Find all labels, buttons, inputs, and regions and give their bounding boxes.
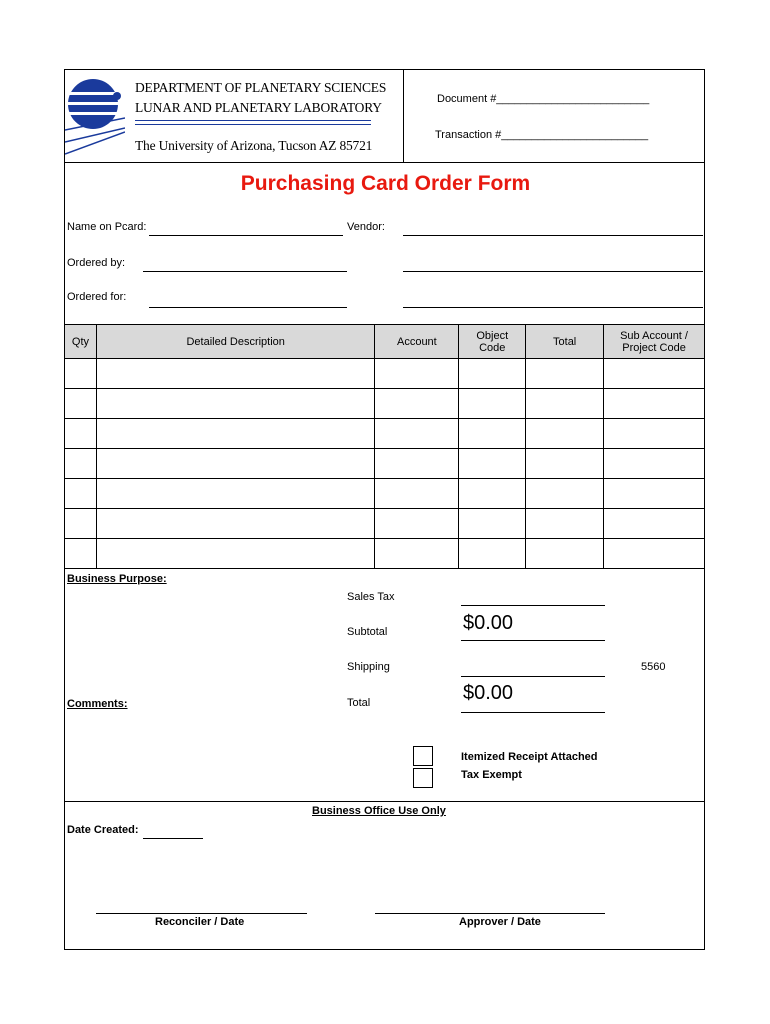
tax-exempt-checkbox[interactable] [413,768,433,788]
table-row [65,389,705,419]
object-code-header: Object Code [459,325,526,359]
description-cell[interactable] [96,419,374,449]
qty-cell[interactable] [65,419,97,449]
ordered-for-field[interactable] [149,307,347,308]
subtotal-value: $0.00 [463,612,514,634]
total-cell[interactable] [526,389,604,419]
transaction-number[interactable]: Transaction #________________________ [435,129,649,141]
vendor-field-line3[interactable] [403,307,703,308]
account-cell[interactable] [375,509,459,539]
shipping-field[interactable] [461,676,605,677]
itemized-receipt-label: Itemized Receipt Attached [461,751,598,763]
qty-cell[interactable] [65,389,97,419]
object-code-cell[interactable] [459,359,526,389]
total-header: Total [526,325,604,359]
date-created-label: Date Created: [67,824,139,836]
total-cell[interactable] [526,509,604,539]
description-cell[interactable] [96,389,374,419]
ordered-for-label: Ordered for: [67,291,127,303]
reconciler-label: Reconciler / Date [155,916,245,928]
account-cell[interactable] [375,479,459,509]
total-cell[interactable] [526,539,604,569]
table-row [65,359,705,389]
document-number[interactable]: Document #_________________________ [437,93,650,105]
shipping-object-code: 5560 [641,661,666,673]
qty-header: Qty [65,325,97,359]
table-row [65,539,705,569]
account-cell[interactable] [375,419,459,449]
date-created-field[interactable] [143,838,203,839]
table-row [65,419,705,449]
table-header-row [65,325,705,359]
description-cell[interactable] [96,449,374,479]
department-name: DEPARTMENT OF PLANETARY SCIENCES [135,80,387,95]
total-cell[interactable] [526,419,604,449]
description-cell[interactable] [96,509,374,539]
description-cell[interactable] [96,359,374,389]
object-code-cell[interactable] [459,479,526,509]
sub-account-cell[interactable] [604,359,705,389]
form-title: Purchasing Card Order Form [240,172,531,195]
office-use-heading: Business Office Use Only [312,805,446,817]
description-header: Detailed Description [96,325,374,359]
approver-label: Approver / Date [459,916,541,928]
ordered-by-field[interactable] [143,271,347,272]
vendor-label: Vendor: [347,221,385,233]
sub-account-cell[interactable] [604,449,705,479]
total-value: $0.00 [463,682,514,704]
object-code-cell[interactable] [459,539,526,569]
sub-account-cell[interactable] [604,389,705,419]
total-field[interactable] [461,712,605,713]
qty-cell[interactable] [65,479,97,509]
sales-tax-field[interactable] [461,605,605,606]
logo-rule [135,124,371,125]
sub-account-cell[interactable] [604,539,705,569]
ordered-by-label: Ordered by: [67,257,126,269]
table-row [65,449,705,479]
vendor-field-line2[interactable] [403,271,703,272]
table-row [65,509,705,539]
order-items-table [64,324,705,569]
qty-cell[interactable] [65,539,97,569]
total-label: Total [347,697,371,709]
office-divider [65,801,704,802]
vendor-field[interactable] [403,235,703,236]
object-code-cell[interactable] [459,389,526,419]
description-cell[interactable] [96,539,374,569]
header-divider [403,70,404,162]
tax-exempt-label: Tax Exempt [461,769,522,781]
subtotal-field[interactable] [461,640,605,641]
account-header: Account [375,325,459,359]
shipping-label: Shipping [347,661,390,673]
account-cell[interactable] [375,389,459,419]
total-cell[interactable] [526,359,604,389]
name-on-pcard-field[interactable] [149,235,343,236]
sales-tax-label: Sales Tax [347,591,395,603]
account-cell[interactable] [375,449,459,479]
total-cell[interactable] [526,449,604,479]
object-code-cell[interactable] [459,449,526,479]
table-row [65,479,705,509]
sub-account-cell[interactable] [604,419,705,449]
name-on-pcard-label: Name on Pcard: [67,221,147,233]
header-bottom-rule [65,162,704,163]
account-cell[interactable] [375,539,459,569]
lab-name: LUNAR AND PLANETARY LABORATORY [135,100,382,115]
qty-cell[interactable] [65,449,97,479]
account-cell[interactable] [375,359,459,389]
itemized-receipt-checkbox[interactable] [413,746,433,766]
object-code-cell[interactable] [459,509,526,539]
university-logo [65,70,125,162]
sub-account-cell[interactable] [604,479,705,509]
total-cell[interactable] [526,479,604,509]
sub-account-header: Sub Account / Project Code [604,325,705,359]
logo-rule [135,120,371,121]
business-purpose-label: Business Purpose: [67,573,167,585]
sub-account-cell[interactable] [604,509,705,539]
university-address: The University of Arizona, Tucson AZ 85721 [135,138,373,153]
qty-cell[interactable] [65,359,97,389]
comments-label: Comments: [67,698,128,710]
approver-signature-line[interactable] [375,913,605,914]
order-form [64,69,705,950]
reconciler-signature-line[interactable] [96,913,307,914]
description-cell[interactable] [96,479,374,509]
object-code-cell[interactable] [459,419,526,449]
subtotal-label: Subtotal [347,626,388,638]
qty-cell[interactable] [65,509,97,539]
